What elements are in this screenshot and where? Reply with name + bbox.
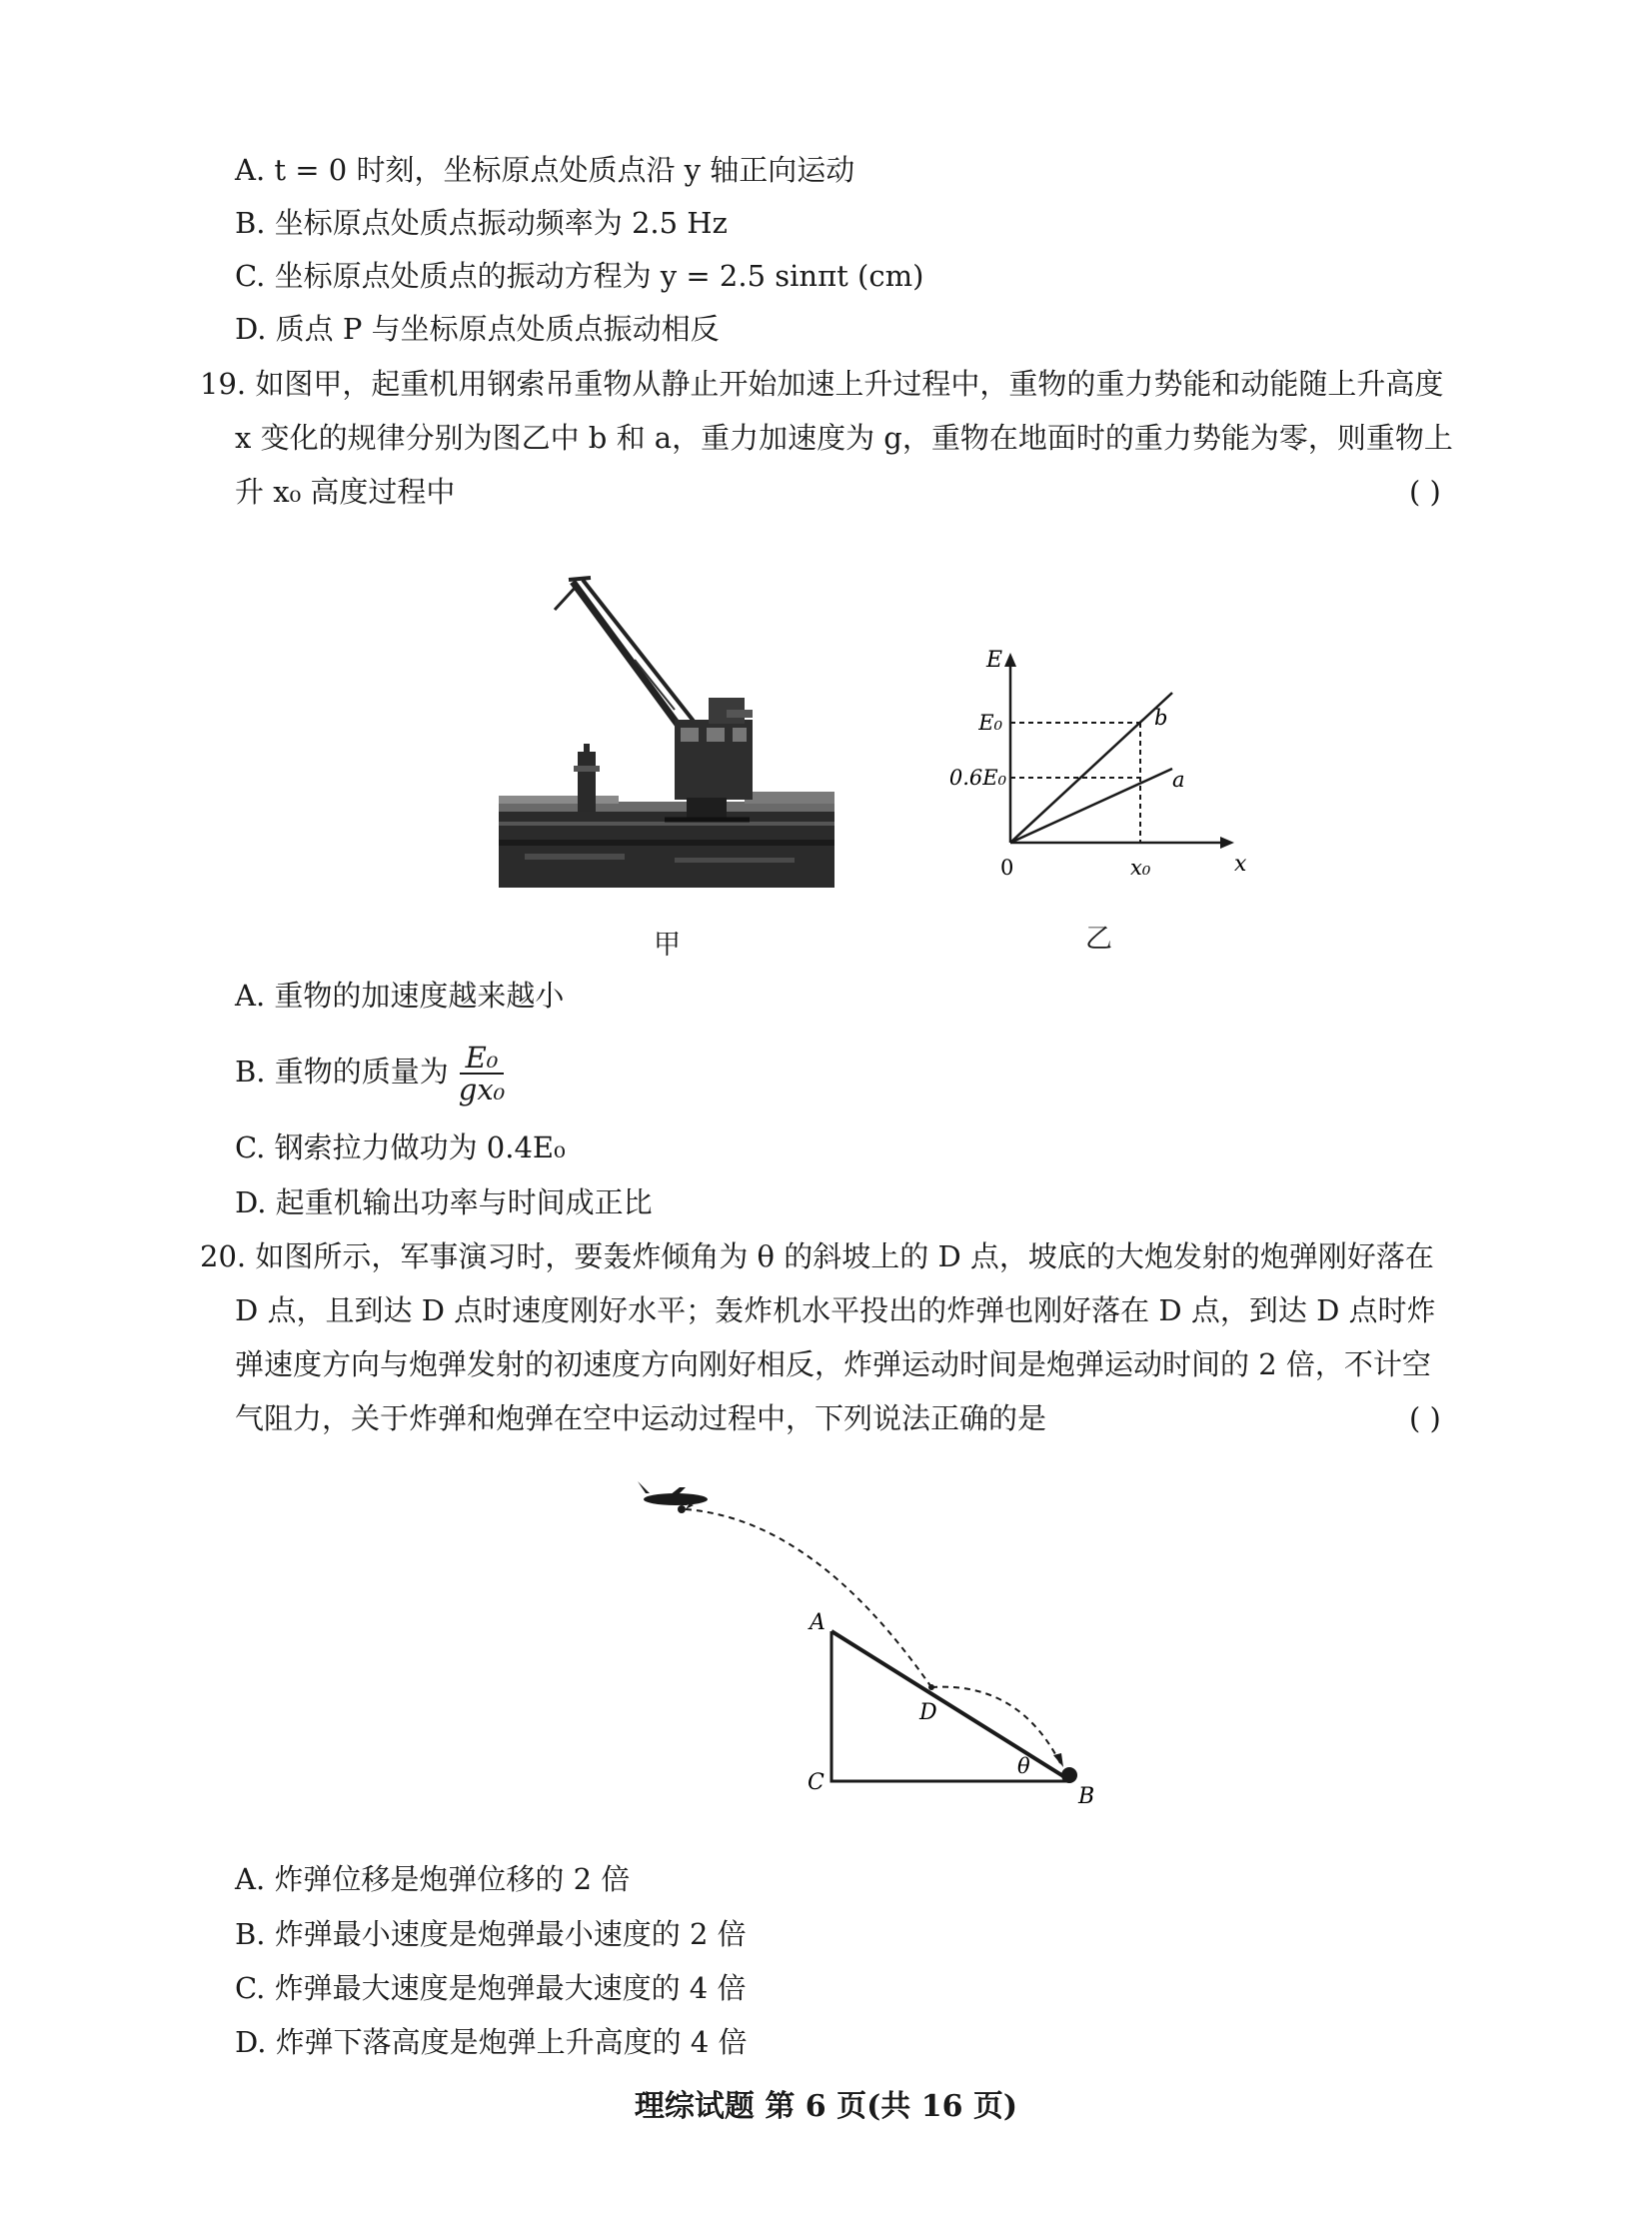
label-a: A [810, 1610, 826, 1635]
slope-bombing-diagram [630, 1469, 1129, 1809]
label-d: D [919, 1700, 937, 1725]
slope-incline [831, 1631, 1071, 1781]
graph-origin-label: 0 [1000, 856, 1014, 880]
q19-stem-line2: x 变化的规律分别为图乙中 b 和 a，重力加速度为 g，重物在地面时的重力势能为零，则重物上 [235, 421, 1453, 455]
label-c: C [808, 1770, 825, 1795]
q18-option-c: C. 坐标原点处质点的振动方程为 y = 2.5 sinπt (cm) [235, 259, 924, 293]
q19-option-b-fraction [453, 1043, 512, 1105]
q20-answer-paren: ( ) [1409, 1401, 1441, 1435]
fraction-numerator: E₀ [460, 1043, 505, 1075]
cannon-icon [1061, 1767, 1077, 1783]
graph-line-a [1010, 769, 1172, 843]
q19-figure-caption-yi: 乙 [1085, 924, 1112, 955]
q19-option-d: D. 起重机输出功率与时间成正比 [235, 1185, 653, 1219]
q20-option-a: A. 炸弹位移是炮弹位移的 2 倍 [235, 1862, 631, 1896]
q19-option-a: A. 重物的加速度越来越小 [235, 979, 565, 1013]
q20-option-d: D. 炸弹下落高度是炮弹上升高度的 4 倍 [235, 2025, 748, 2059]
shell-trajectory [931, 1687, 1061, 1765]
graph-b-label: b [1154, 706, 1168, 730]
q18-option-a: A. t = 0 时刻，坐标原点处质点沿 y 轴正向运动 [235, 153, 855, 187]
graph-y-label: E [986, 648, 1003, 673]
q19-answer-paren: ( ) [1409, 475, 1441, 509]
label-theta: θ [1017, 1754, 1030, 1778]
graph-x-label: x [1234, 852, 1247, 877]
q19-stem-line3: 升 x₀ 高度过程中 [235, 475, 456, 509]
graph-x0-label: x₀ [1130, 856, 1151, 880]
q18-option-b: B. 坐标原点处质点振动频率为 2.5 Hz [235, 206, 728, 240]
q20-stem-line1: 20. 如图所示，军事演习时，要轰炸倾角为 θ 的斜坡上的 D 点，坡底的大炮发射的炮弹刚好落在 [200, 1239, 1434, 1273]
label-b: B [1078, 1784, 1095, 1809]
q20-stem-line3: 弹速度方向与炮弹发射的初速度方向刚好相反，炸弹运动时间是炮弹运动时间的 2 倍，不计空 [235, 1347, 1431, 1381]
q20-option-c: C. 炸弹最大速度是炮弹最大速度的 4 倍 [235, 1971, 747, 2005]
q19-option-b-prefix: B. 重物的质量为 [235, 1055, 449, 1089]
q20-stem-line2: D 点，且到达 D 点时速度刚好水平；轰炸机水平投出的炸弹也刚好落在 D 点，到达 D 点时炸 [235, 1293, 1436, 1327]
q19-option-b [235, 1040, 511, 1107]
graph-a-label: a [1172, 768, 1185, 792]
graph-e0-label: E₀ [978, 711, 1002, 735]
bomber-plane-icon [638, 1481, 708, 1513]
q19-option-c: C. 钢索拉力做功为 0.4E₀ [235, 1130, 566, 1164]
graph-line-b [1010, 693, 1172, 843]
q19-figure-caption-jia: 甲 [654, 930, 681, 961]
q20-stem-line4: 气阻力，关于炸弹和炮弹在空中运动过程中，下列说法正确的是 [235, 1401, 1047, 1435]
point-d-marker [928, 1684, 934, 1690]
bomb-trajectory [686, 1509, 931, 1687]
q18-option-d: D. 质点 P 与坐标原点处质点振动相反 [235, 312, 720, 346]
crane-photo [495, 570, 839, 890]
fraction-denominator: gx₀ [458, 1073, 506, 1107]
graph-06e0-label: 0.6E₀ [948, 766, 1006, 790]
q20-option-b: B. 炸弹最小速度是炮弹最小速度的 2 倍 [235, 1917, 747, 1951]
energy-height-graph [944, 645, 1254, 895]
page-footer: 理综试题 第 6 页(共 16 页) [634, 2089, 1018, 2124]
q19-stem-line1: 19. 如图甲，起重机用钢索吊重物从静止开始加速上升过程中，重物的重力势能和动能随上升高度 [200, 367, 1444, 401]
